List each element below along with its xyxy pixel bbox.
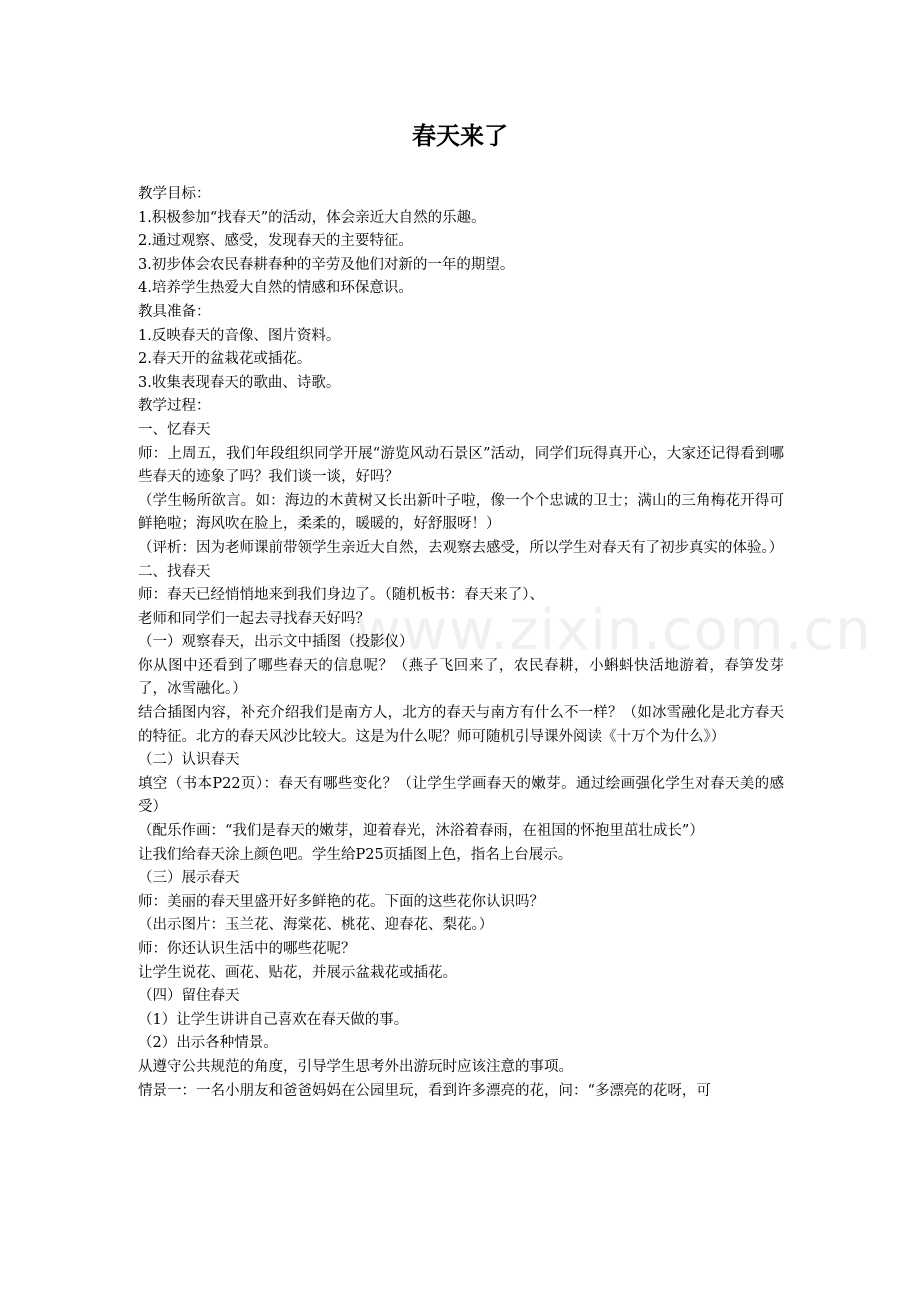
paragraph-fill-blank: 填空（书本P22页）：春天有哪些变化？（让学生学画春天的嫩芽。通过绘画强化学生对春天美的感受） [138, 775, 785, 816]
paragraph-teacher-intro: 师：上周五，我们年段组织同学开展“游览风动石景区”活动，同学们玩得真开心，大家还记得看到哪些春天的迹象了吗？我们谈一谈，好吗？ [138, 445, 784, 486]
line-material-3: 3.收集表现春天的歌曲、诗歌。 [138, 374, 341, 391]
paragraph-flower-activity: 让学生说花、画花、贴花，并展示盆栽花或插花。 [138, 964, 457, 981]
paragraph-student-response: （学生畅所欲言。如：海边的木黄树又长出新叶子啦，像一个个忠诚的卫士；满山的三角梅花开得可鲜艳啦；海风吹在脸上，柔柔的，暖暖的，好舒服呀！） [138, 492, 784, 533]
line-objectives-heading: 教学目标： [138, 186, 211, 202]
line-section-1: 一、忆春天 [138, 421, 211, 438]
paragraph-coloring: 让我们给春天涂上颜色吧。学生给P25页插图上色，指名上台展示。 [138, 846, 573, 863]
line-subsection-know: （二）认识春天 [138, 752, 240, 769]
document-body [138, 183, 784, 1103]
paragraph-step-2: （2）出示各种情景。 [138, 1035, 278, 1052]
line-objective-1: 1.积极参加“找春天”的活动，体会亲近大自然的乐趣。 [138, 209, 486, 226]
paragraph-flowers-question: 师：美丽的春天里盛开好多鲜艳的花。下面的这些花你认识吗？ [138, 893, 544, 910]
watermark: www.zixin.com.cn [355, 598, 872, 663]
document-title: 春天来了 [412, 122, 508, 150]
line-material-2: 2.春天开的盆栽花或插花。 [138, 351, 312, 368]
paragraph-music-drawing: （配乐作画：“我们是春天的嫩芽，迎着春光，沐浴着春雨，在祖国的怀抱里茁壮成长”） [138, 823, 704, 840]
paragraph-flower-pictures: （出示图片：玉兰花、海棠花、桃花、迎春花、梨花。） [138, 917, 494, 934]
paragraph-teacher-spring: 师：春天已经悄悄地来到我们身边了。（随机板书：春天来了）、 [138, 587, 544, 604]
line-materials-heading: 教具准备： [138, 303, 211, 320]
paragraph-other-flowers: 师：你还认识生活中的哪些花呢？ [138, 941, 356, 957]
paragraph-scenario-1: 情景一：一名小朋友和爸爸妈妈在公园里玩，看到许多漂亮的花，问：“多漂亮的花呀，可 [138, 1082, 711, 1099]
line-process-heading: 教学过程： [138, 398, 211, 415]
paragraph-observe-question: 你从图中还看到了哪些春天的信息呢？（燕子飞回来了，农民春耕，小蝌蚪快活地游着，春笋发芽了，冰雪融化。） [138, 657, 784, 698]
line-objective-4: 4.培养学生热爱大自然的情感和环保意识。 [138, 280, 413, 297]
line-material-1: 1.反映春天的音像、图片资料。 [138, 327, 341, 344]
paragraph-find-spring: 老师和同学们一起去寻找春天好吗？ [138, 610, 370, 627]
line-section-2: 二、找春天 [138, 563, 211, 580]
line-subsection-observe: （一）观察春天，出示文中插图（投影仪） [138, 634, 414, 651]
line-objective-3: 3.初步体会农民春耕春种的辛劳及他们对新的一年的期望。 [138, 256, 515, 273]
line-objective-2: 2.通过观察、感受，发现春天的主要特征。 [138, 233, 413, 250]
paragraph-step-1: （1）让学生讲讲自己喜欢在春天做的事。 [138, 1011, 409, 1028]
line-subsection-show: （三）展示春天 [138, 870, 240, 887]
paragraph-public-norms: 从遵守公共规范的角度，引导学生思考外出游玩时应该注意的事项。 [138, 1058, 573, 1075]
line-subsection-keep: （四）留住春天 [138, 988, 240, 1005]
paragraph-comment: （评析：因为老师课前带领学生亲近大自然，去观察去感受，所以学生对春天有了初步真实的体验。） [138, 539, 784, 556]
paragraph-north-south: 结合插图内容，补充介绍我们是南方人，北方的春天与南方有什么不一样？（如冰雪融化是北方春天的特征。北方的春天风沙比较大。这是为什么呢？师可随机引导课外阅读《十万个为什么》） [138, 705, 784, 745]
